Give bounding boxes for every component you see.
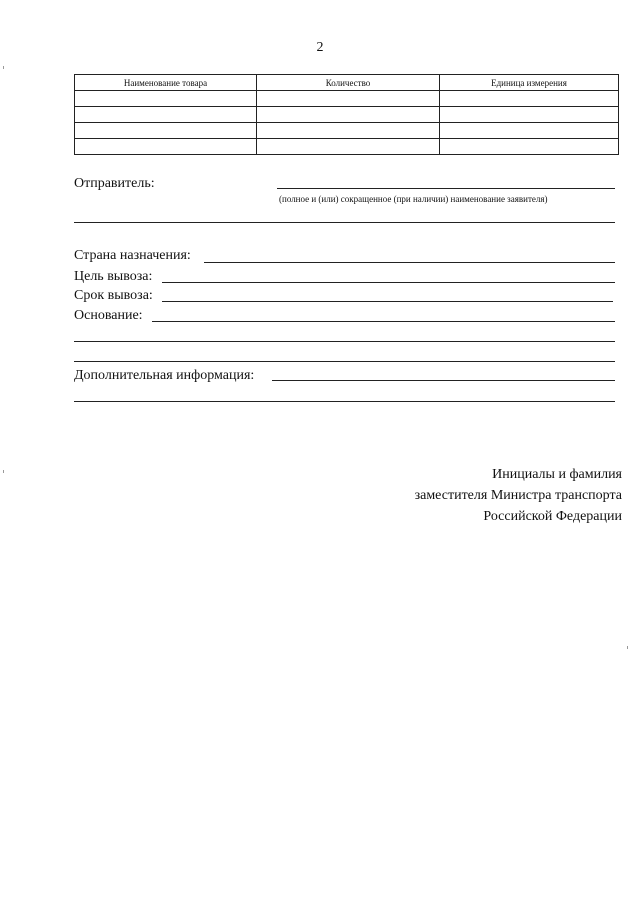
scan-speck: [3, 470, 4, 473]
export-term-field[interactable]: [162, 301, 613, 302]
unit-cell[interactable]: [440, 139, 619, 155]
goods-table: [74, 74, 619, 155]
unit-cell[interactable]: [440, 123, 619, 139]
unit-cell[interactable]: [440, 107, 619, 123]
header-unit: Единица измерения: [440, 75, 619, 91]
basis-field[interactable]: [152, 321, 615, 322]
quantity-cell[interactable]: [257, 107, 440, 123]
goods-name-cell[interactable]: [75, 107, 257, 123]
basis-line-continued[interactable]: [74, 341, 615, 342]
export-term-label: Срок вывоза:: [74, 288, 153, 303]
destination-country-label: Страна назначения:: [74, 248, 191, 263]
additional-info-field[interactable]: [272, 380, 615, 381]
sender-caption: (полное и (или) сокращенное (при наличии) наименование заявителя): [279, 194, 548, 204]
scan-speck: [3, 66, 4, 69]
goods-name-cell[interactable]: [75, 123, 257, 139]
goods-name-cell[interactable]: [75, 139, 257, 155]
page-number: 2: [316, 40, 324, 55]
table-row: [75, 139, 619, 155]
basis-label: Основание:: [74, 308, 143, 323]
scan-speck: [627, 646, 628, 649]
export-purpose-field[interactable]: [162, 282, 615, 283]
quantity-cell[interactable]: [257, 123, 440, 139]
table-row: [75, 107, 619, 123]
table-row: [75, 123, 619, 139]
goods-name-cell[interactable]: [75, 91, 257, 107]
additional-info-label: Дополнительная информация:: [74, 368, 255, 383]
table-row: [75, 91, 619, 107]
sender-line[interactable]: [277, 188, 615, 189]
basis-line-continued[interactable]: [74, 361, 615, 362]
table-header-row: [75, 75, 619, 91]
export-purpose-label: Цель вывоза:: [74, 269, 153, 284]
quantity-cell[interactable]: [257, 139, 440, 155]
header-goods-name: Наименование товара: [75, 75, 257, 91]
sender-line-continued[interactable]: [74, 222, 615, 223]
signature-line-1: Инициалы и фамилия: [492, 467, 622, 482]
unit-cell[interactable]: [440, 91, 619, 107]
sender-label: Отправитель:: [74, 176, 155, 191]
destination-country-field[interactable]: [204, 262, 615, 263]
header-quantity: Количество: [257, 75, 440, 91]
signature-block: [415, 464, 622, 527]
quantity-cell[interactable]: [257, 91, 440, 107]
signature-line-2: заместителя Министра транспорта: [414, 488, 622, 503]
signature-line-3: Российской Федерации: [483, 509, 622, 524]
additional-info-line-continued[interactable]: [74, 401, 615, 402]
